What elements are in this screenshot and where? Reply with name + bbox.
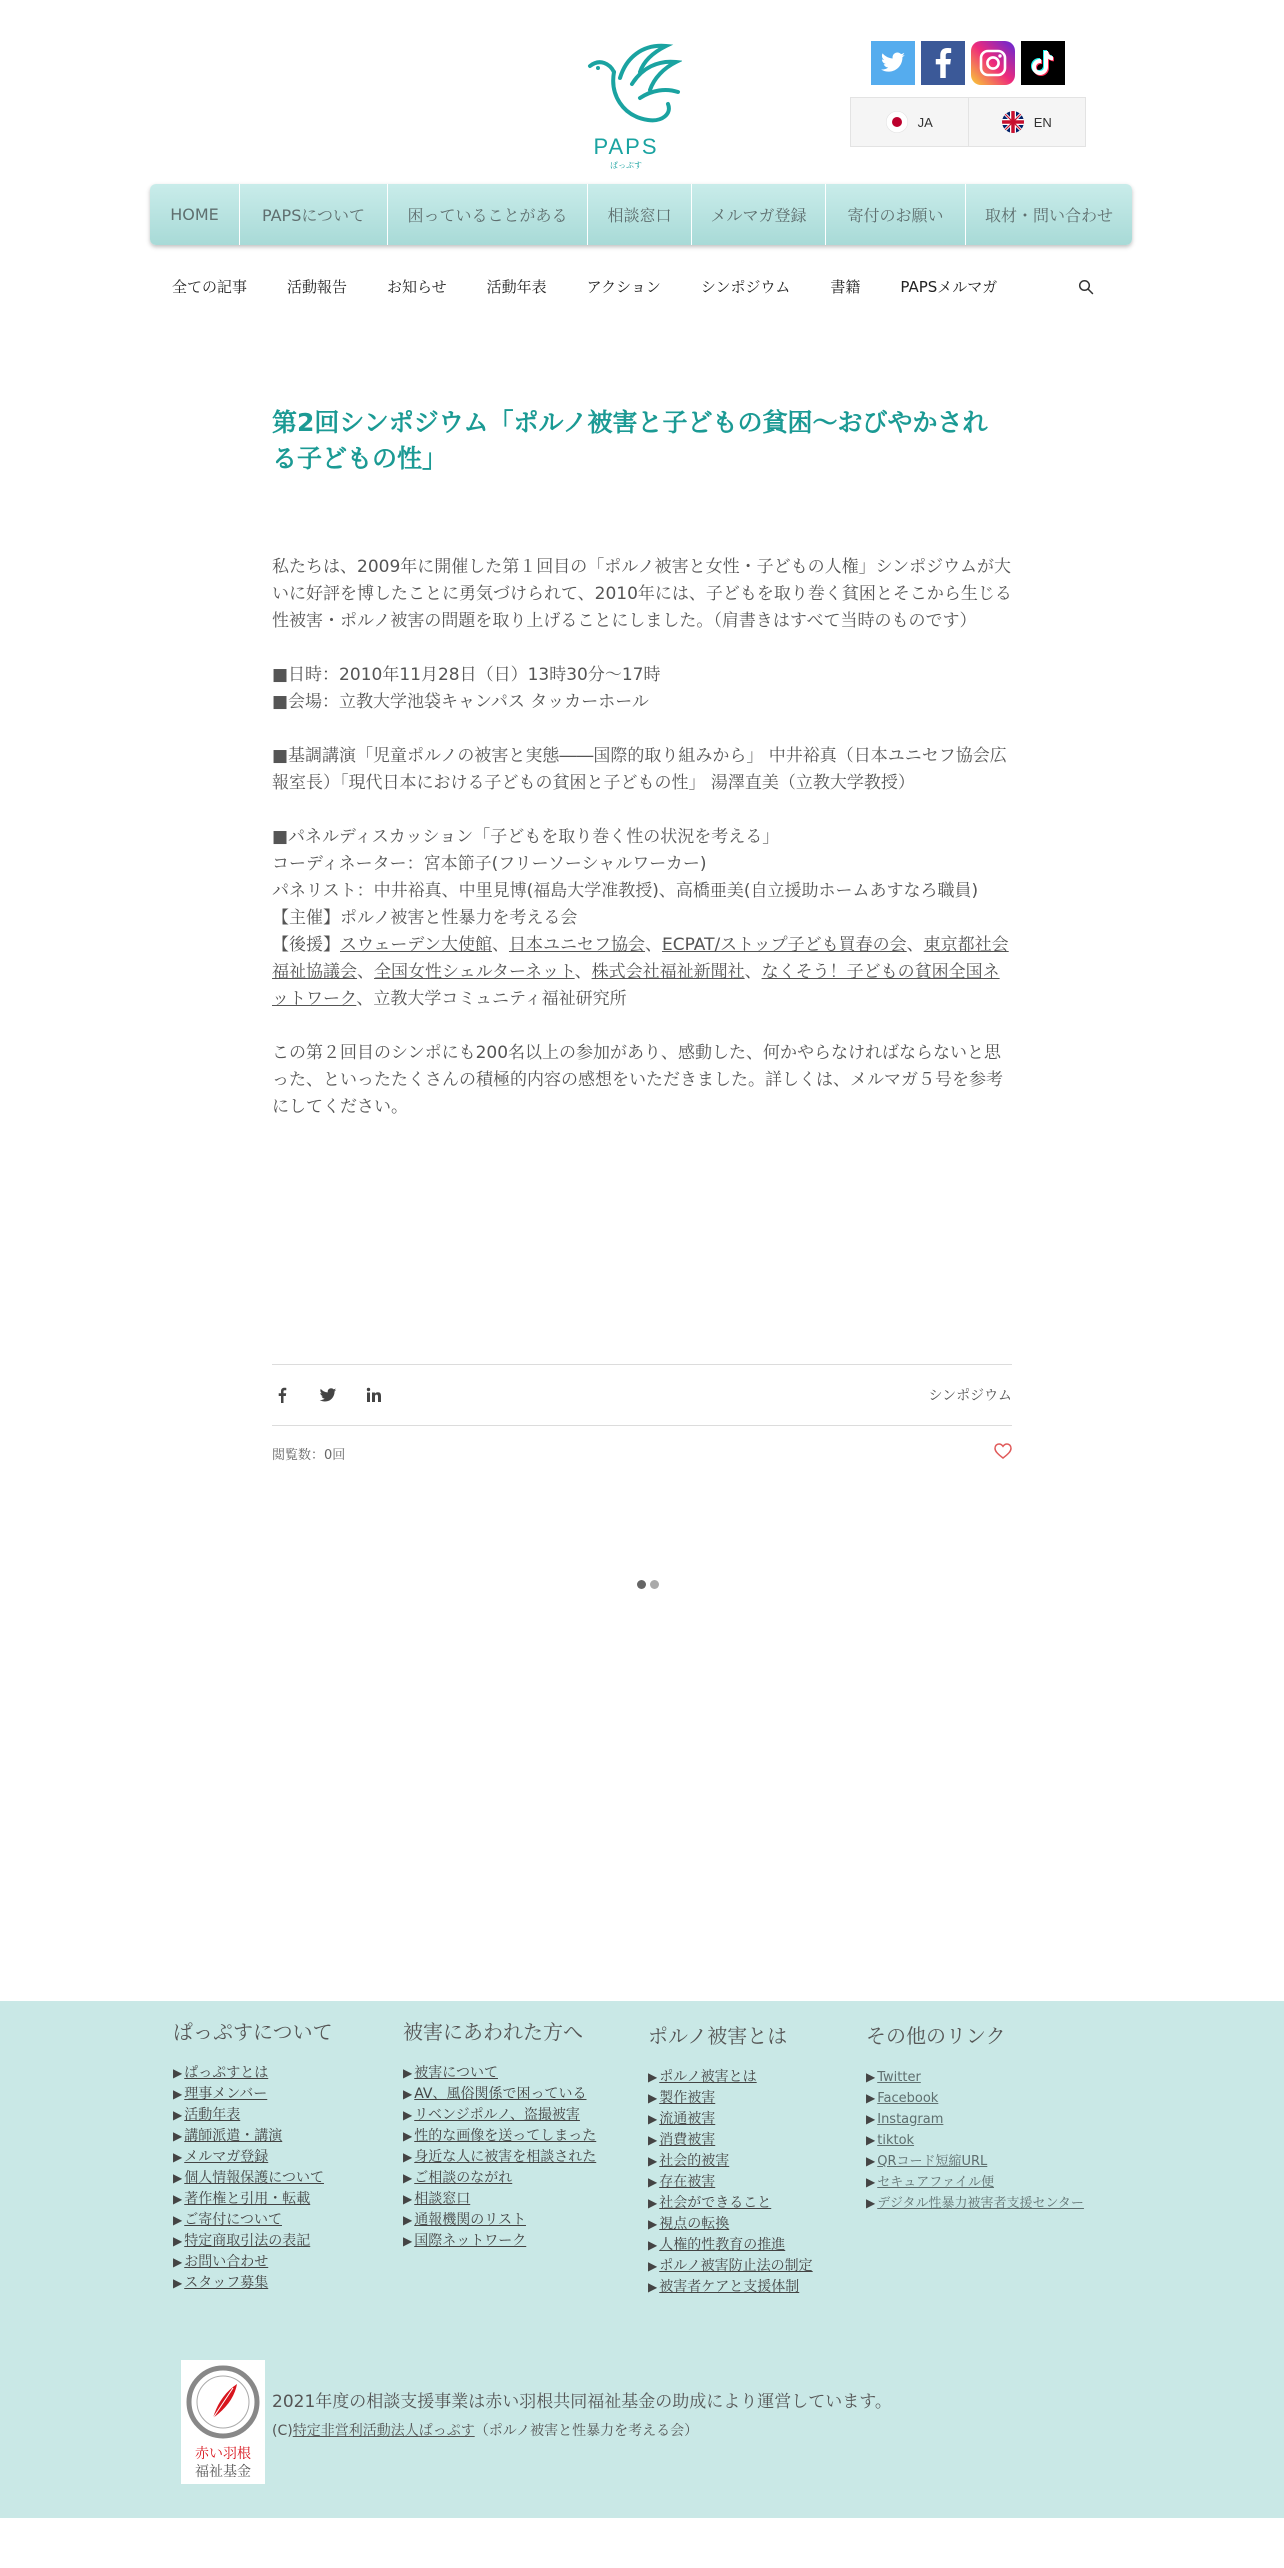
red-feather-icon [181, 2360, 265, 2484]
event-date: ■日時：2010年11月28日（日）13時30分～17時 [272, 665, 661, 685]
twitter-icon[interactable] [871, 41, 915, 85]
lang-ja-label: JA [917, 114, 933, 130]
category-newsletter[interactable]: PAPSメルマガ [900, 277, 998, 296]
category-navigation [172, 272, 1037, 300]
panel-title: ■パネルディスカッション「子どもを取り巻く性の状況を考える」 [272, 827, 780, 847]
footer-link[interactable]: ▶ Twitter [866, 2070, 921, 2085]
footer-link[interactable]: ▶ 人権的性教育の推進 [648, 2237, 786, 2253]
dove-icon [570, 38, 682, 134]
footer-col-other-links [866, 2020, 1084, 2214]
category-timeline[interactable]: 活動年表 [486, 277, 547, 296]
category-books[interactable]: 書籍 [830, 277, 861, 296]
footer-link[interactable]: ▶ ポルノ被害防止法の制定 [648, 2258, 813, 2274]
supporters-label: 【後援】 [272, 935, 340, 955]
footer-link[interactable]: ▶ Instagram [866, 2112, 944, 2127]
article-body [272, 554, 1012, 1121]
footer-link-list [173, 2063, 333, 2294]
supporter-link[interactable]: スウェーデン大使館 [340, 935, 492, 955]
footer-col-title: ぱっぷすについて [173, 2020, 333, 2044]
loading-indicator [637, 1580, 659, 1589]
event-venue: ■会場：立教大学池袋キャンパス タッカーホール [272, 692, 649, 712]
supporter-text: 立教大学コミュニティ福祉研究所 [373, 989, 627, 1009]
copyright-suffix: （ポルノ被害と性暴力を考える会） [474, 2423, 699, 2439]
twitter-share-icon[interactable] [318, 1385, 338, 1405]
footer-col-title: その他のリンク [866, 2024, 1006, 2048]
japan-flag-icon [886, 111, 908, 133]
keynote: ■基調講演「児童ポルノの被害と実態――国際的取り組みから」 中井裕真（日本ユニセフ協会広報室長）「現代日本における子どもの貧困と子どもの性」 湯澤直美（立教大学教授） [272, 746, 1007, 793]
category-all[interactable]: 全ての記事 [172, 277, 248, 296]
svg-text:赤い羽根: 赤い羽根 [195, 2446, 251, 2462]
view-count: 閲覧数：0回 [272, 1448, 346, 1463]
supporter-link[interactable]: 全国女性シェルターネット [374, 962, 575, 982]
uk-flag-icon [1002, 111, 1024, 133]
supporters: 【後援】スウェーデン大使館、日本ユニセフ協会、ECPAT/ストップ子ども買春の会、東京都社会福祉協議会、全国女性シェルターネット、株式会社福祉新聞社、なくそう！子どもの貧困全国ネットワーク、立教大学コミュニティ福祉研究所 [272, 935, 1009, 1009]
article-closing: この第２回目のシンポにも200名以上の参加があり、感動した、何かやらなければならないと思った、といったたくさんの積極的内容の感想をいただきました。詳しくは、メルマガ５号を参考にしてください。 [272, 1043, 1003, 1117]
nav-contact[interactable]: 取材・問い合わせ [984, 206, 1113, 225]
article-header [272, 405, 1012, 477]
nav-about[interactable]: PAPSについて [240, 184, 388, 245]
supporter-link[interactable]: 株式会社福祉新聞社 [591, 962, 745, 982]
footer-link[interactable]: ▶ 製作被害 [648, 2090, 716, 2106]
footer-link[interactable]: ▶ 著作権と引用・転載 [173, 2191, 311, 2207]
footer-link[interactable]: ▶ リベンジポルノ、盗撮被害 [403, 2107, 580, 2123]
nav-newsletter[interactable]: メルマガ登録 [692, 184, 826, 245]
article-intro: 私たちは、2009年に開催した第１回目の「ポルノ被害と女性・子どもの人権」シンポジウムが大いに好評を博したことに勇気づけられて、2010年には、子どもを取り巻く貧困とそこから生じる性被害・ポルノ被害の問題を取り上げることにしました。（肩書きはすべて当時のものです） [272, 557, 1012, 631]
heart-icon[interactable] [994, 1443, 1012, 1459]
footer-link[interactable]: ▶ 相談窓口 [403, 2191, 471, 2207]
linkedin-share-icon[interactable] [364, 1385, 384, 1405]
footer-link[interactable]: ▶ 社会ができること [648, 2195, 772, 2211]
loading-dot [637, 1580, 646, 1589]
category-reports[interactable]: 活動報告 [287, 277, 348, 296]
footer-col-title: ポルノ被害とは [648, 2024, 788, 2048]
logo-text: PAPS [593, 134, 659, 159]
footer-link[interactable]: ▶ AV、風俗関係で困っている [403, 2086, 587, 2102]
footer-link[interactable]: ▶ tiktok [866, 2133, 915, 2148]
category-tag-link[interactable]: シンポジウム [928, 1388, 1012, 1404]
nav-home[interactable]: HOME [150, 184, 240, 245]
footer-link[interactable]: ▶ QRコード短縮URL [866, 2154, 988, 2169]
category-action[interactable]: アクション [586, 277, 661, 296]
lang-en-label: EN [1033, 114, 1052, 130]
footer-link[interactable]: ▶ 被害について [403, 2065, 498, 2081]
panelists: パネリスト：中井裕真、中里見博(福島大学准教授)、高橋亜美(自立援助ホームあすなろ職員) [272, 881, 979, 901]
footer-link[interactable]: ▶ ポルノ被害とは [648, 2069, 757, 2085]
supporter-link[interactable]: ECPAT/ストップ子ども買春の会 [661, 935, 907, 955]
footer-link[interactable]: ▶ 存在被害 [648, 2174, 716, 2190]
footer-link-list [648, 2067, 813, 2298]
footer-col-about [173, 2016, 333, 2294]
copyright-symbol: (C) [272, 2423, 293, 2439]
facebook-share-icon[interactable] [272, 1385, 292, 1405]
footer-link[interactable]: ▶ 社会的被害 [648, 2153, 730, 2169]
footer-link[interactable]: ▶ ぱっぷすとは [173, 2065, 269, 2081]
footer-link-list [403, 2063, 596, 2252]
logo-subtext: ぱっぷす [610, 161, 642, 170]
supporter-link[interactable]: なくそう！子どもの貧困全国ネットワーク [272, 962, 1000, 1009]
supporter-link[interactable]: 東京都社会福祉協議会 [272, 935, 1009, 982]
article-title: 第2回シンポジウム「ポルノ被害と子どもの貧困～おびやかされる子どもの性」 [272, 408, 988, 473]
footer-link[interactable]: ▶ メルマガ登録 [173, 2149, 269, 2165]
share-bar [272, 1385, 384, 1405]
red-feather-fund-badge [181, 2360, 265, 2484]
footer-link[interactable]: ▶ 通報機関のリスト [403, 2212, 526, 2228]
category-news[interactable]: お知らせ [387, 277, 447, 296]
search-icon[interactable] [1078, 279, 1094, 295]
footer-link[interactable]: ▶ デジタル性暴力被害者支援センター [866, 2196, 1084, 2211]
instagram-icon[interactable] [971, 41, 1015, 85]
copyright [272, 2420, 698, 2440]
footer-link[interactable]: ▶ 視点の転換 [648, 2216, 730, 2232]
funding-note: 2021年度の相談支援事業は赤い羽根共同福祉基金の助成により運営しています。 [272, 2392, 892, 2412]
footer-link[interactable]: ▶ 講師派遣・講演 [173, 2128, 283, 2144]
divider [272, 1425, 1012, 1426]
footer-link[interactable]: ▶ 被害者ケアと支援体制 [648, 2279, 800, 2295]
footer-link[interactable]: ▶ お問い合わせ [173, 2254, 269, 2270]
footer-link[interactable]: ▶ 流通被害 [648, 2111, 716, 2127]
footer-link[interactable]: ▶ ご相談のながれ [403, 2170, 513, 2186]
divider [272, 1364, 1012, 1365]
footer-link[interactable]: ▶ 特定商取引法の表記 [173, 2233, 311, 2249]
nav-trouble[interactable]: 困っていることがある [388, 184, 588, 245]
supporter-link[interactable]: 日本ユニセフ協会 [508, 935, 645, 955]
footer-link[interactable]: ▶ 理事メンバー [173, 2086, 268, 2102]
lang-en[interactable] [968, 98, 1086, 146]
lang-ja[interactable] [851, 98, 968, 146]
footer-link[interactable]: ▶ 国際ネットワーク [403, 2233, 527, 2249]
svg-text:福祉基金: 福祉基金 [195, 2464, 251, 2480]
footer-col-victims [403, 2016, 596, 2252]
footer-link[interactable]: ▶ 身近な人に被害を相談された [403, 2149, 597, 2165]
coordinator: コーディネーター：宮本節子(フリーソーシャルワーカー) [272, 854, 707, 874]
footer-col-porn-harm [648, 2020, 813, 2298]
organizer: 【主催】ポルノ被害と性暴力を考える会 [272, 908, 578, 928]
social-links [871, 41, 1065, 85]
tiktok-icon[interactable] [1021, 41, 1065, 85]
footer-link[interactable]: ▶ 消費被害 [648, 2132, 716, 2148]
footer-link[interactable]: ▶ ご寄付について [173, 2212, 282, 2228]
footer-link[interactable]: ▶ 性的な画像を送ってしまった [403, 2128, 597, 2144]
footer-link[interactable]: ▶ Facebook [866, 2091, 939, 2106]
nav-consultation[interactable]: 相談窓口 [588, 184, 692, 245]
footer-link[interactable]: ▶ スタッフ募集 [173, 2275, 269, 2291]
facebook-icon[interactable] [921, 41, 965, 85]
footer-link[interactable]: ▶ 活動年表 [173, 2107, 241, 2123]
org-link[interactable]: 特定非営利活動法人ぱっぷす [292, 2423, 475, 2439]
category-symposium[interactable]: シンポジウム [700, 277, 791, 296]
language-switcher [850, 97, 1086, 147]
paps-logo[interactable] [570, 38, 682, 174]
footer-link-list [866, 2067, 1084, 2214]
footer-link[interactable]: ▶ 個人情報保護について [173, 2170, 324, 2186]
main-navigation [150, 184, 1132, 245]
loading-dot [650, 1580, 659, 1589]
nav-donation[interactable]: 寄付のお願い [826, 184, 966, 245]
footer-col-title: 被害にあわれた方へ [403, 2020, 583, 2044]
footer-link[interactable]: ▶ セキュアファイル便 [866, 2175, 994, 2190]
